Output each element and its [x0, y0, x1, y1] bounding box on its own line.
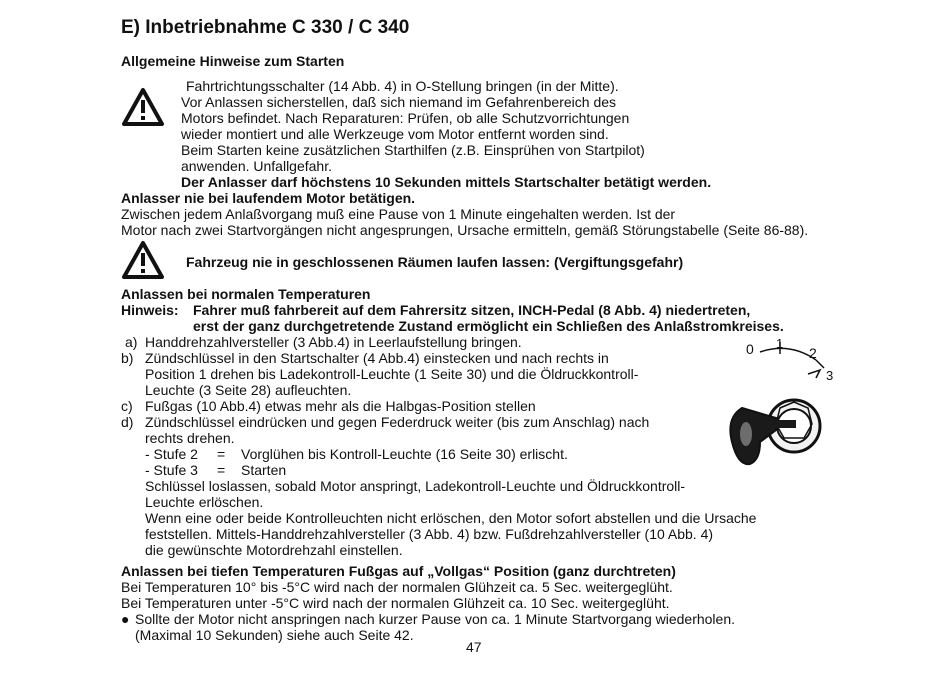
step-text: Fußgas (10 Abb.4) etwas mehr als die Halbgas-Position stellen: [145, 398, 536, 414]
warning-line: Beim Starten keine zusätzlichen Starthilfen (z.B. Einsprühen von Startpilot): [181, 142, 645, 158]
after-start-line: feststellen. Mittels-Handdrehzahlversteller (3 Abb. 4) bzw. Fußdrehzahlversteller (10 Abb. 4): [145, 526, 714, 542]
warning-line: wieder montiert und alle Werkzeuge vom Motor entfernt worden sind.: [181, 126, 609, 142]
step-marker: c): [121, 398, 133, 414]
switch-position-arc: [760, 348, 816, 360]
warning-icon: [121, 87, 165, 127]
stage-equals: =: [217, 446, 226, 462]
after-start-line: Leuchte erlöschen.: [145, 494, 264, 510]
after-start-line: Wenn eine oder beide Kontrolleuchten nicht erlöschen, den Motor sofort abstellen und die Ursache: [145, 510, 757, 526]
bullet-line: Sollte der Motor nicht anspringen nach kurzer Pause von ca. 1 Minute Startvorgang wiederholen.: [135, 611, 736, 627]
step-text: Leuchte (3 Seite 28) aufleuchten.: [145, 382, 352, 398]
bullet-icon: ●: [121, 611, 130, 627]
starter-limit-note: Der Anlasser darf höchstens 10 Sekunden mittels Startschalter betätigt werden.: [181, 174, 712, 190]
cold-line: Bei Temperaturen 10° bis -5°C wird nach der normalen Glühzeit ca. 5 Sec. weitergeglüht.: [121, 579, 673, 595]
switch-label-0: 0: [746, 341, 754, 357]
stage-text: Vorglühen bis Kontroll-Leuchte (16 Seite 30) erlischt.: [241, 446, 568, 462]
stage-label: - Stufe 3: [145, 462, 198, 478]
switch-label-3: 3: [826, 368, 834, 383]
section-heading-cold: Anlassen bei tiefen Temperaturen Fußgas auf „Vollgas“ Position (ganz durchtreten): [121, 563, 676, 579]
section-heading-general: Allgemeine Hinweise zum Starten: [121, 53, 345, 69]
step-marker: b): [121, 350, 134, 366]
section-heading-normal: Anlassen bei normalen Temperaturen: [121, 286, 371, 302]
warning-line: Motors befindet. Nach Reparaturen: Prüfen, ob alle Schutzvorrichtungen: [181, 110, 630, 126]
page-title: E) Inbetriebnahme C 330 / C 340: [121, 17, 410, 38]
after-start-line: Schlüssel loslassen, sobald Motor anspringt, Ladekontroll-Leuchte und Öldruckkontroll-: [145, 478, 686, 494]
switch-label-1: 1: [776, 338, 784, 351]
warning-line: Vor Anlassen sicherstellen, daß sich niemand im Gefahrenbereich des: [181, 94, 617, 110]
warning-icon: [121, 240, 165, 280]
step-marker: d): [121, 414, 134, 430]
starter-running-note: Anlasser nie bei laufendem Motor betätigen.: [121, 190, 416, 206]
bullet-line: (Maximal 10 Sekunden) siehe auch Seite 42.: [135, 627, 414, 643]
step-text: Zündschlüssel in den Startschalter (4 Abb.4) einstecken und nach rechts in: [145, 350, 609, 366]
stage-text: Starten: [241, 462, 287, 478]
pause-line: Motor nach zwei Startvorgängen nicht angesprungen, Ursache ermitteln, gemäß Störungstabelle (Seite 86-88).: [121, 222, 809, 238]
step-text: Position 1 drehen bis Ladekontroll-Leuchte (1 Seite 30) und die Öldruckkontroll-: [145, 366, 639, 382]
stage-label: - Stufe 2: [145, 446, 198, 462]
hint-line: erst der ganz durchgetretende Zustand ermöglicht ein Schließen des Anlaßstromkreises.: [193, 318, 784, 334]
hint-line: Fahrer muß fahrbereit auf dem Fahrersitz sitzen, INCH-Pedal (8 Abb. 4) niedertreten,: [193, 302, 751, 318]
switch-label-2: 2: [809, 345, 817, 361]
page-number: 47: [466, 639, 482, 655]
warning-line: anwenden. Unfallgefahr.: [181, 158, 332, 174]
ignition-switch-illustration: [720, 338, 850, 478]
step-text: rechts drehen.: [145, 430, 235, 446]
step-marker: a): [125, 334, 138, 350]
key-head: [730, 408, 776, 464]
ventilation-warning: Fahrzeug nie in geschlossenen Räumen laufen lassen: (Vergiftungsgefahr): [186, 254, 684, 270]
step-text: Zündschlüssel eindrücken und gegen Federdruck weiter (bis zum Anschlag) nach: [145, 414, 650, 430]
after-start-line: die gewünschte Motordrehzahl einstellen.: [145, 542, 403, 558]
pause-line: Zwischen jedem Anlaßvorgang muß eine Pause von 1 Minute eingehalten werden. Ist der: [121, 206, 676, 222]
hint-label: Hinweis:: [121, 302, 179, 318]
cold-line: Bei Temperaturen unter -5°C wird nach der normalen Glühzeit ca. 10 Sec. weitergeglüht.: [121, 595, 670, 611]
warning-line: Fahrtrichtungsschalter (14 Abb. 4) in O-Stellung bringen (in der Mitte).: [186, 78, 619, 94]
step-text: Handdrehzahlversteller (3 Abb.4) in Leerlaufstellung bringen.: [145, 334, 522, 350]
stage-equals: =: [217, 462, 226, 478]
